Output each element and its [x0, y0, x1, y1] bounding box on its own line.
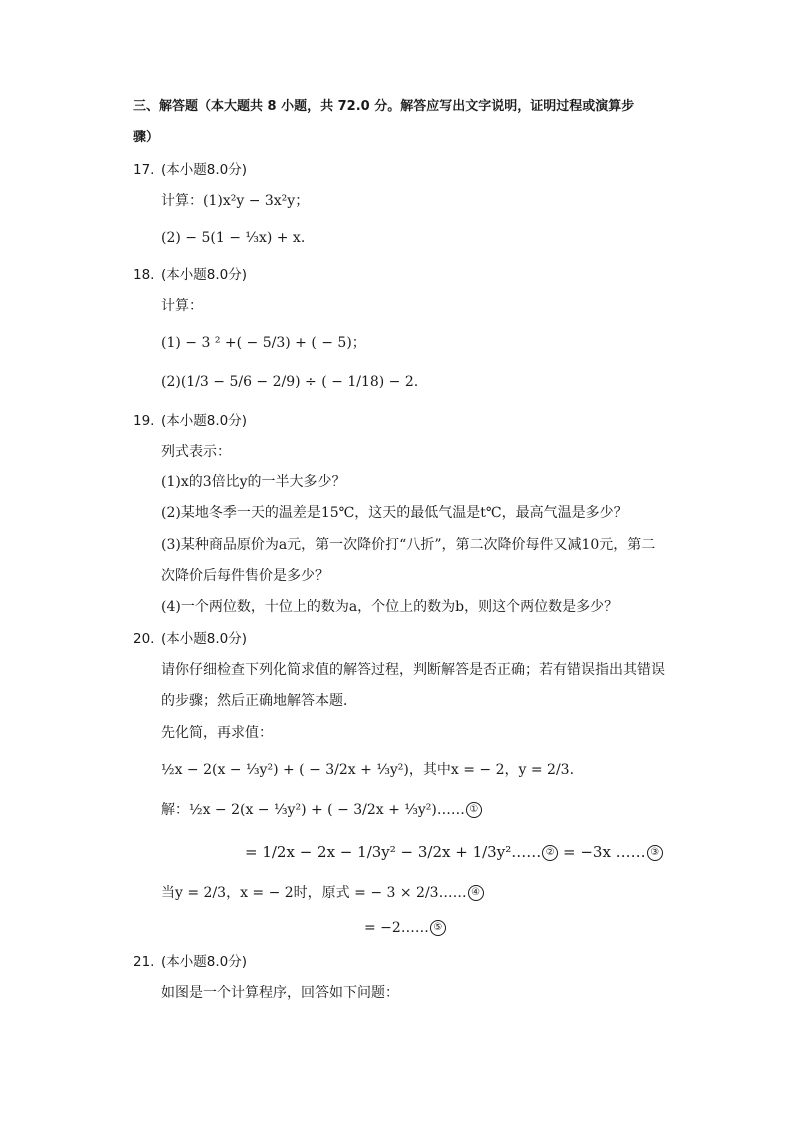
problem-line: (2)某地冬季一天的温差是15℃，这天的最低气温是t℃，最高气温是多少？ — [161, 505, 628, 521]
step-mark-2: ② — [542, 845, 558, 861]
problem-line: (2) − 5(1 − ⅓x) + x. — [161, 230, 306, 246]
problem-points: (本小题8.0分) — [161, 413, 248, 429]
step-mark-1: ① — [466, 802, 482, 818]
problem-number: 17. — [133, 162, 155, 178]
step-mark-5: ⑤ — [430, 920, 446, 936]
problem-line: 请你仔细检查下列化简求值的解答过程，判断解答是否正确；若有错误指出其错误 — [161, 662, 665, 678]
solution-step-text: 解：½x − 2(x − ⅓y²) + ( − 3/2x + ⅓y²)…… — [161, 802, 465, 818]
problem-line: ½x − 2(x − ⅓y²) + ( − 3/2x + ⅓y²)，其中x = − 2，y = 2/3. — [161, 762, 575, 778]
problem-points: (本小题8.0分) — [161, 267, 248, 283]
section-heading-line1: 三、解答题（本大题共 8 小题，共 72.0 分。解答应写出文字说明，证明过程或演算步 — [133, 99, 635, 114]
problem-points: (本小题8.0分) — [161, 162, 248, 178]
problem-line: (1)x的3倍比y的一半大多少？ — [161, 474, 346, 490]
problem-line: (2)(1/3 − 5/6 − 2/9) ÷ ( − 1/18) − 2. — [161, 374, 419, 390]
step-mark-4: ④ — [468, 885, 484, 901]
problem-number: 19. — [133, 413, 155, 429]
solution-step-text: = 1/2x − 2x − 1/3y² − 3/2x + 1/3y²…… — [245, 843, 542, 861]
problem-points: (本小题8.0分) — [161, 954, 248, 970]
solution-step-line — [161, 800, 482, 820]
problem-line: 列式表示： — [161, 444, 231, 460]
problem-number: 18. — [133, 267, 155, 283]
problem-line: (1) − 3 ² +( − 5/3) + ( − 5)； — [161, 335, 366, 351]
section-heading-line2: 骤） — [133, 130, 160, 145]
problem-line: 先化简，再求值： — [161, 725, 273, 741]
solution-step-text: 当y = 2/3，x = − 2时，原式 = − 3 × 2/3…… — [161, 885, 467, 901]
problem-line: (4)一个两位数，十位上的数为a，个位上的数为b，则这个两位数是多少？ — [161, 599, 619, 615]
problem-line: 的步骤；然后正确地解答本题． — [161, 693, 357, 709]
solution-step-line — [364, 918, 446, 938]
problem-line: 如图是一个计算程序，回答如下问题： — [161, 985, 399, 1001]
problem-number: 20. — [133, 631, 155, 647]
solution-step-line — [245, 842, 663, 862]
problem-line: (3)某种商品原价为a元，第一次降价打“八折”，第二次降价每件又减10元，第二 — [161, 537, 656, 553]
solution-step-text: = −3x …… — [563, 843, 646, 861]
solution-step-line — [161, 883, 484, 903]
problem-line: 计算： — [161, 298, 203, 314]
step-mark-3: ③ — [647, 845, 663, 861]
problem-line: 计算：(1)x²y − 3x²y； — [161, 193, 310, 209]
problem-number: 21. — [133, 954, 155, 970]
solution-step-text: = −2…… — [364, 920, 429, 936]
problem-points: (本小题8.0分) — [161, 631, 248, 647]
problem-line: 次降价后每件售价是多少？ — [161, 568, 329, 584]
